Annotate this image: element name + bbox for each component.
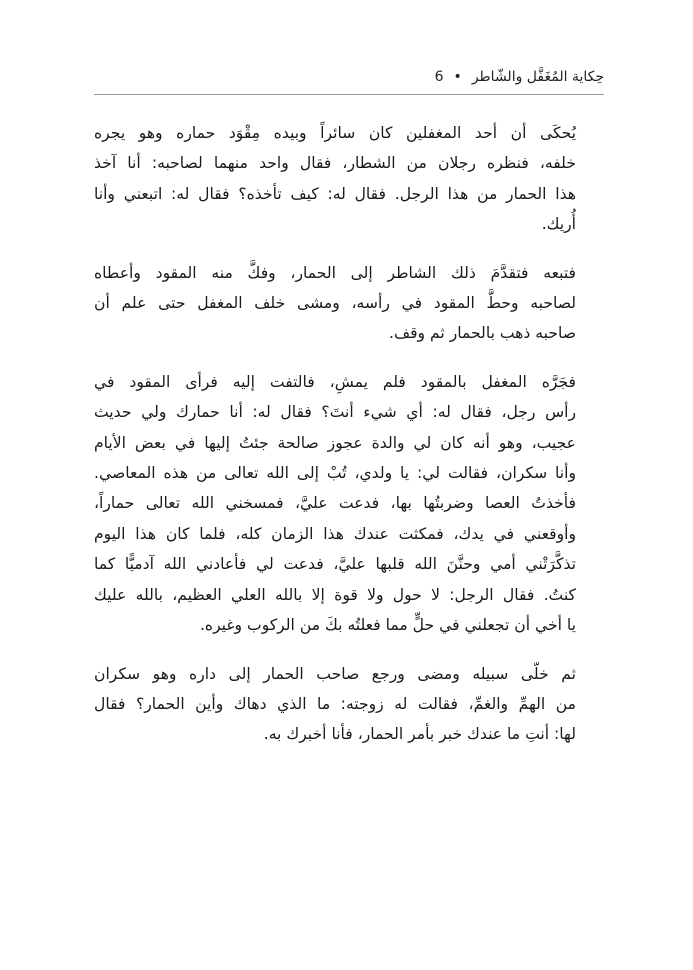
paragraph [94,258,604,349]
body-text [94,118,604,768]
text-line: هذا الحمار من هذا الرجل. فقال له: كيف تأخذه؟ فقال له: اتبعني وأنا [94,184,576,203]
text-line: يا أخي أن تجعلني في حلٍّ مما فعلتُه بكَ من الركوب وغيره. [199,616,576,635]
header-rule [94,94,604,95]
text-line: ثم خلّى سبيله ومضى ورجع صاحب الحمار إلى داره وهو سكران [94,664,576,683]
text-line: يُحكَى أن أحد المغفلين كان سائراً وبيده مِقْوَد حماره وهو يجره [94,124,576,142]
header-separator: • [453,69,462,85]
paragraph [94,367,604,641]
text-line: فجَرَّه المغفل بالمقود فلم يمشِ، فالتفت إليه فرأى المقود في [94,372,576,391]
text-line: فتبعه فتقدَّمَ ذلك الشاطر إلى الحمار، وفكَّ منه المقود وأعطاه [94,263,576,282]
text-line: رأس رجل، فقال له: أي شيء أنتَ؟ فقال له: أنا حمارك ولي حديث [94,403,576,422]
text-line: أُريك. [541,215,576,234]
text-line: من الهمِّ والغمِّ، فقالت له زوجته: ما الذي دهاك وأين الحمار؟ فقال [94,694,576,713]
paragraph [94,118,604,240]
text-line: عجيب، وهو أنه كان لي والدة عجوز صالحة جئتُ إليها في بعض الأيام [94,433,576,452]
text-line: فأخذتُ العصا وضربتُها بها، فدعت عليَّ، فمسخني الله تعالى حماراً، [94,494,576,513]
text-line: تذكَّرَتْني أمي وحنَّنَ الله قلبها عليَّ، فدعت لي فأعادني الله آدميًّا كما [94,555,576,574]
header-title: حِكاية المُغَفَّل والشّاطر [471,69,604,85]
page-number: 6 [434,69,444,85]
text-line: وأنا سكران، فقالت لي: يا ولدي، تُبْ إلى الله تعالى من هذه المعاصي. [94,464,576,483]
running-header [94,62,604,92]
text-line: وأوقعني في يدك، فمكثت عندك هذا الزمان كله، فلما كان هذا اليوم [94,524,576,543]
text-line: كنتُ. فقال الرجل: لا حول ولا قوة إلا بالله العلي العظيم، بالله عليك [94,585,576,604]
paragraph [94,659,604,750]
text-line: لها: أنتِ ما عندك خبر بأمر الحمار، فأنا أخبرك به. [263,725,576,744]
text-line: لصاحبه وحطَّ المقود في رأسه، ومشى خلف المغفل حتى علم أن [94,294,576,313]
text-line: خلفه، فنظره رجلان من الشطار، فقال واحد منهما لصاحبه: أنا آخذ [94,154,576,173]
text-line: صاحبه ذهب بالحمار ثم وقف. [388,324,576,343]
